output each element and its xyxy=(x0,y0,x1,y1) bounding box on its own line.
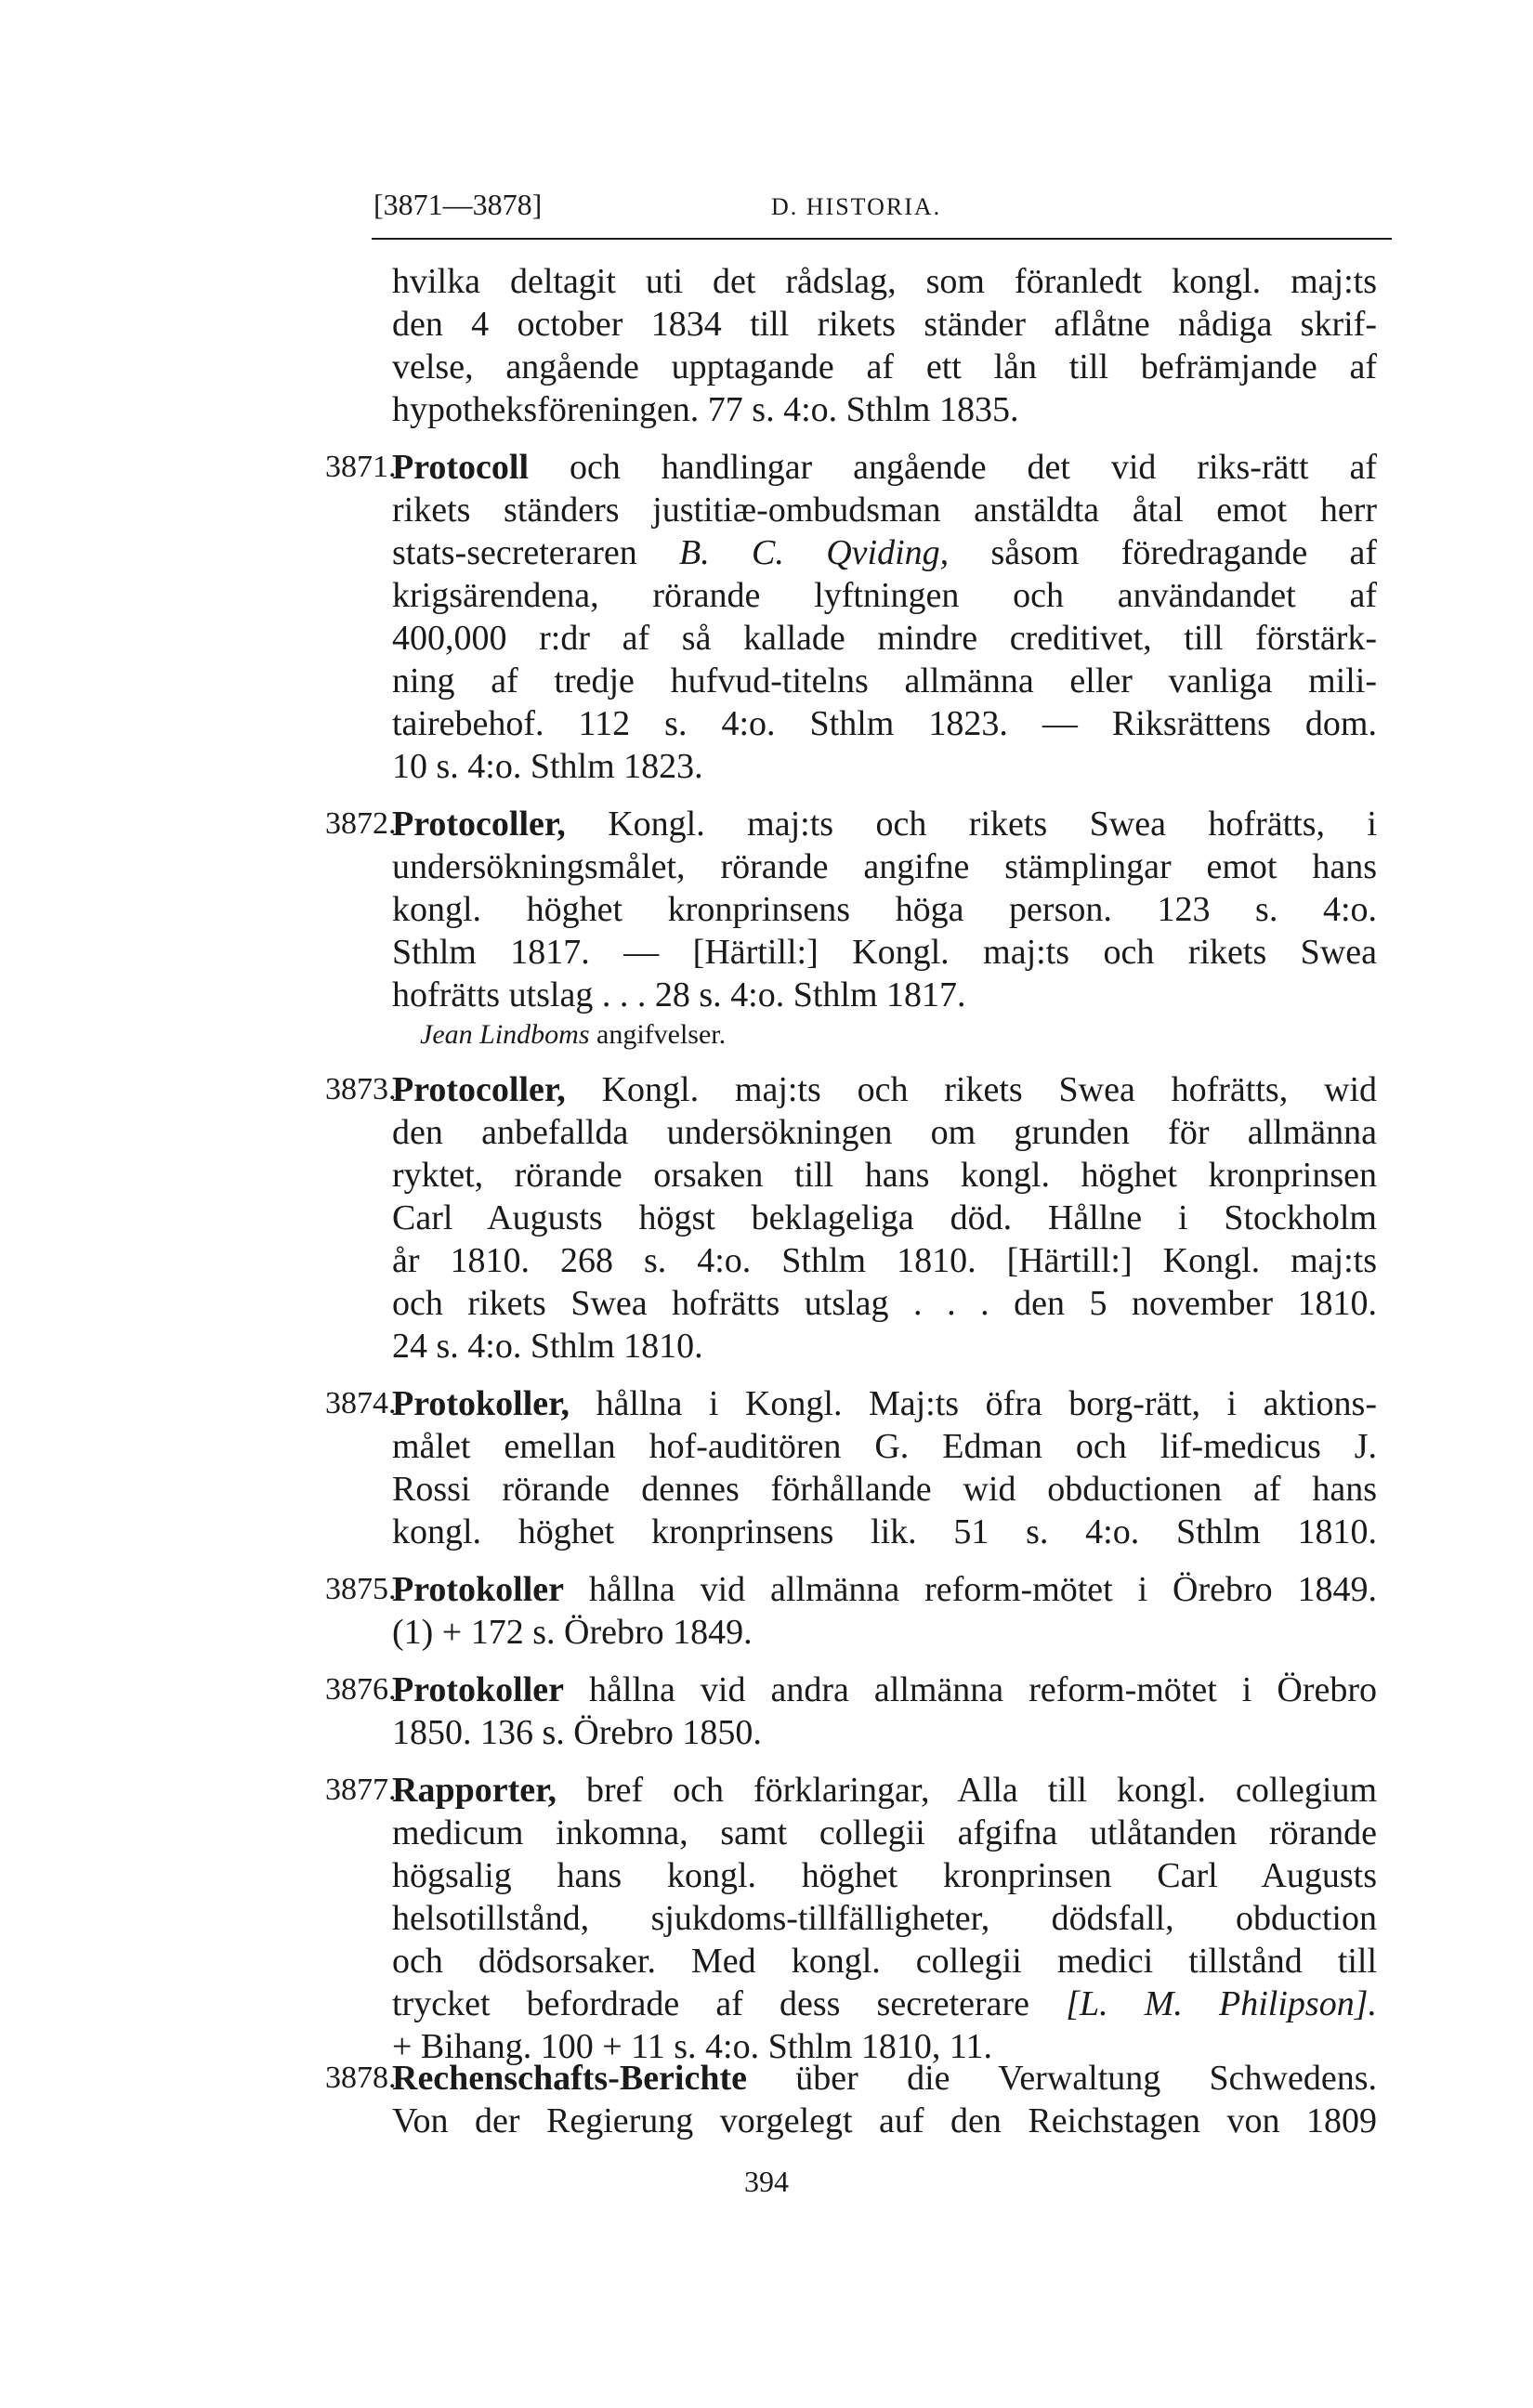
entry-number: 3877. xyxy=(325,1773,397,1807)
entry-heading: Protokoller, xyxy=(392,1384,570,1423)
entry-heading: Protocoller, xyxy=(392,805,566,844)
entry-heading: Protocoller, xyxy=(392,1070,566,1109)
text-line: hypotheksföreningen. 77 s. 4:o. Sthlm 1835. xyxy=(392,390,1019,429)
text-line: tairebehof. 112 s. 4:o. Sthlm 1823. — Riksrättens dom. xyxy=(392,704,1377,743)
text-line: målet emellan hof-auditören G. Edman och lif-medicus J. xyxy=(392,1427,1377,1466)
text-span: såsom föredragande af xyxy=(949,533,1378,572)
text-line: hvilka deltagit uti det rådslag, som föranledt kongl. maj:ts xyxy=(392,262,1377,301)
text-span: Kongl. maj:ts och rikets Swea hofrätts, wid xyxy=(565,1070,1377,1109)
text-line: den 4 october 1834 till rikets ständer aflåtne nådiga skrif- xyxy=(392,305,1377,344)
entry-heading: Rechenschafts-Berichte xyxy=(392,2059,748,2098)
text-span: angifvelser. xyxy=(589,1019,727,1050)
entry-number: 3871. xyxy=(325,450,397,484)
italic-name: [L. M. Philipson]. xyxy=(1066,1984,1377,2023)
text-line: Rossi rörande dennes förhållande wid obductionen af hans xyxy=(392,1470,1377,1509)
italic-name: Jean Lindboms xyxy=(420,1019,590,1050)
entry-first-line xyxy=(392,2057,1377,2100)
text-span: hållna vid allmänna reform-mötet i Örebro 1849. xyxy=(564,1570,1377,1609)
page-number: 394 xyxy=(744,2165,789,2198)
text-line: rikets ständers justitiæ-ombudsman anstäldta åtal emot herr xyxy=(392,491,1377,530)
text-span: über die Verwaltung Schwedens. xyxy=(747,2059,1377,2098)
text-line: helsotillstånd, sjukdoms-tillfälligheter, dödsfall, obduction xyxy=(392,1899,1377,1938)
text-line: och dödsorsaker. Med kongl. collegii medici tillstånd till xyxy=(392,1942,1377,1981)
text-line: och rikets Swea hofrätts utslag . . . den 5 november 1810. xyxy=(392,1284,1377,1323)
entry-first-line xyxy=(392,1669,1377,1711)
text-line: krigsärendena, rörande lyftningen och användandet af xyxy=(392,576,1377,615)
text-line: Carl Augusts högst beklageliga död. Hållne i Stockholm xyxy=(392,1198,1377,1237)
text-line: den anbefallda undersökningen om grunden för allmänna xyxy=(392,1113,1377,1152)
text-span: trycket befordrade af dess secreterare xyxy=(392,1984,1067,2023)
text-line: 10 s. 4:o. Sthlm 1823. xyxy=(392,747,703,786)
text-line: ryktet, rörande orsaken till hans kongl. höghet kronprinsen xyxy=(392,1156,1377,1195)
entry-heading: Rapporter, xyxy=(392,1771,557,1810)
header-title: D. HISTORIA. xyxy=(771,193,942,220)
text-line: högsalig hans kongl. höghet kronprinsen Carl Augusts xyxy=(392,1856,1377,1895)
running-header xyxy=(372,186,1392,240)
text-line: hofrätts utslag . . . 28 s. 4:o. Sthlm 1817. xyxy=(392,975,966,1014)
text-line: undersökningsmålet, rörande angifne stämplingar emot hans xyxy=(392,847,1377,886)
entry-line-mixed xyxy=(392,1983,1377,2025)
header-range: [3871—3878] xyxy=(373,188,543,221)
entry-number: 3875. xyxy=(325,1572,397,1606)
entry-number: 3873. xyxy=(325,1072,397,1106)
italic-name: B. C. Qviding, xyxy=(679,533,950,572)
text-line: velse, angående upptagande af ett lån till befrämjande af xyxy=(392,347,1377,386)
text-line: kongl. höghet kronprinsens höga person. 123 s. 4:o. xyxy=(392,890,1377,929)
entry-first-line xyxy=(392,1382,1377,1425)
text-line: Von der Regierung vorgelegt auf den Reichstagen von 1809 xyxy=(392,2101,1377,2140)
text-line: 24 s. 4:o. Sthlm 1810. xyxy=(392,1327,703,1366)
entry-first-line xyxy=(392,1769,1377,1812)
text-line: Sthlm 1817. — [Härtill:] Kongl. maj:ts och rikets Swea xyxy=(392,933,1377,972)
entry-first-line xyxy=(392,1068,1377,1111)
entry-number: 3876. xyxy=(325,1672,397,1707)
entry-first-line xyxy=(392,446,1377,489)
entry-first-line xyxy=(392,1568,1377,1611)
entry-line-mixed xyxy=(392,531,1377,574)
entry-number: 3872. xyxy=(325,806,397,841)
entry-note xyxy=(420,1016,726,1054)
text-line: + Bihang. 100 + 11 s. 4:o. Sthlm 1810, 11. xyxy=(392,2027,992,2066)
text-line: (1) + 172 s. Örebro 1849. xyxy=(392,1613,753,1652)
text-line: kongl. höghet kronprinsens lik. 51 s. 4:o. Sthlm 1810. xyxy=(392,1512,1377,1551)
text-line: 1850. 136 s. Örebro 1850. xyxy=(392,1713,762,1752)
entry-number: 3874. xyxy=(325,1386,397,1420)
entry-heading: Protokoller xyxy=(392,1670,565,1709)
text-span: och handlingar angående det vid riks-rätt af xyxy=(529,448,1377,487)
text-span: bref och förklaringar, Alla till kongl. collegium xyxy=(556,1771,1377,1810)
text-line: medicum inkomna, samt collegii afgifna utlåtanden rörande xyxy=(392,1813,1377,1852)
entry-number: 3878. xyxy=(325,2061,397,2095)
text-span: stats-secreteraren xyxy=(392,533,680,572)
text-line: ning af tredje hufvud-titelns allmänna eller vanliga mili- xyxy=(392,661,1377,700)
entry-heading: Protokoller xyxy=(392,1570,565,1609)
text-span: Kongl. maj:ts och rikets Swea hofrätts, i xyxy=(565,805,1377,844)
entry-first-line xyxy=(392,803,1377,845)
entry-heading: Protocoll xyxy=(392,448,530,487)
text-span: hållna i Kongl. Maj:ts öfra borg-rätt, i aktions- xyxy=(570,1384,1377,1423)
text-line: 400,000 r:dr af så kallade mindre creditivet, till förstärk- xyxy=(392,619,1377,658)
text-span: hållna vid andra allmänna reform-mötet i Örebro xyxy=(564,1670,1377,1709)
text-line: år 1810. 268 s. 4:o. Sthlm 1810. [Härtill:] Kongl. maj:ts xyxy=(392,1241,1377,1280)
